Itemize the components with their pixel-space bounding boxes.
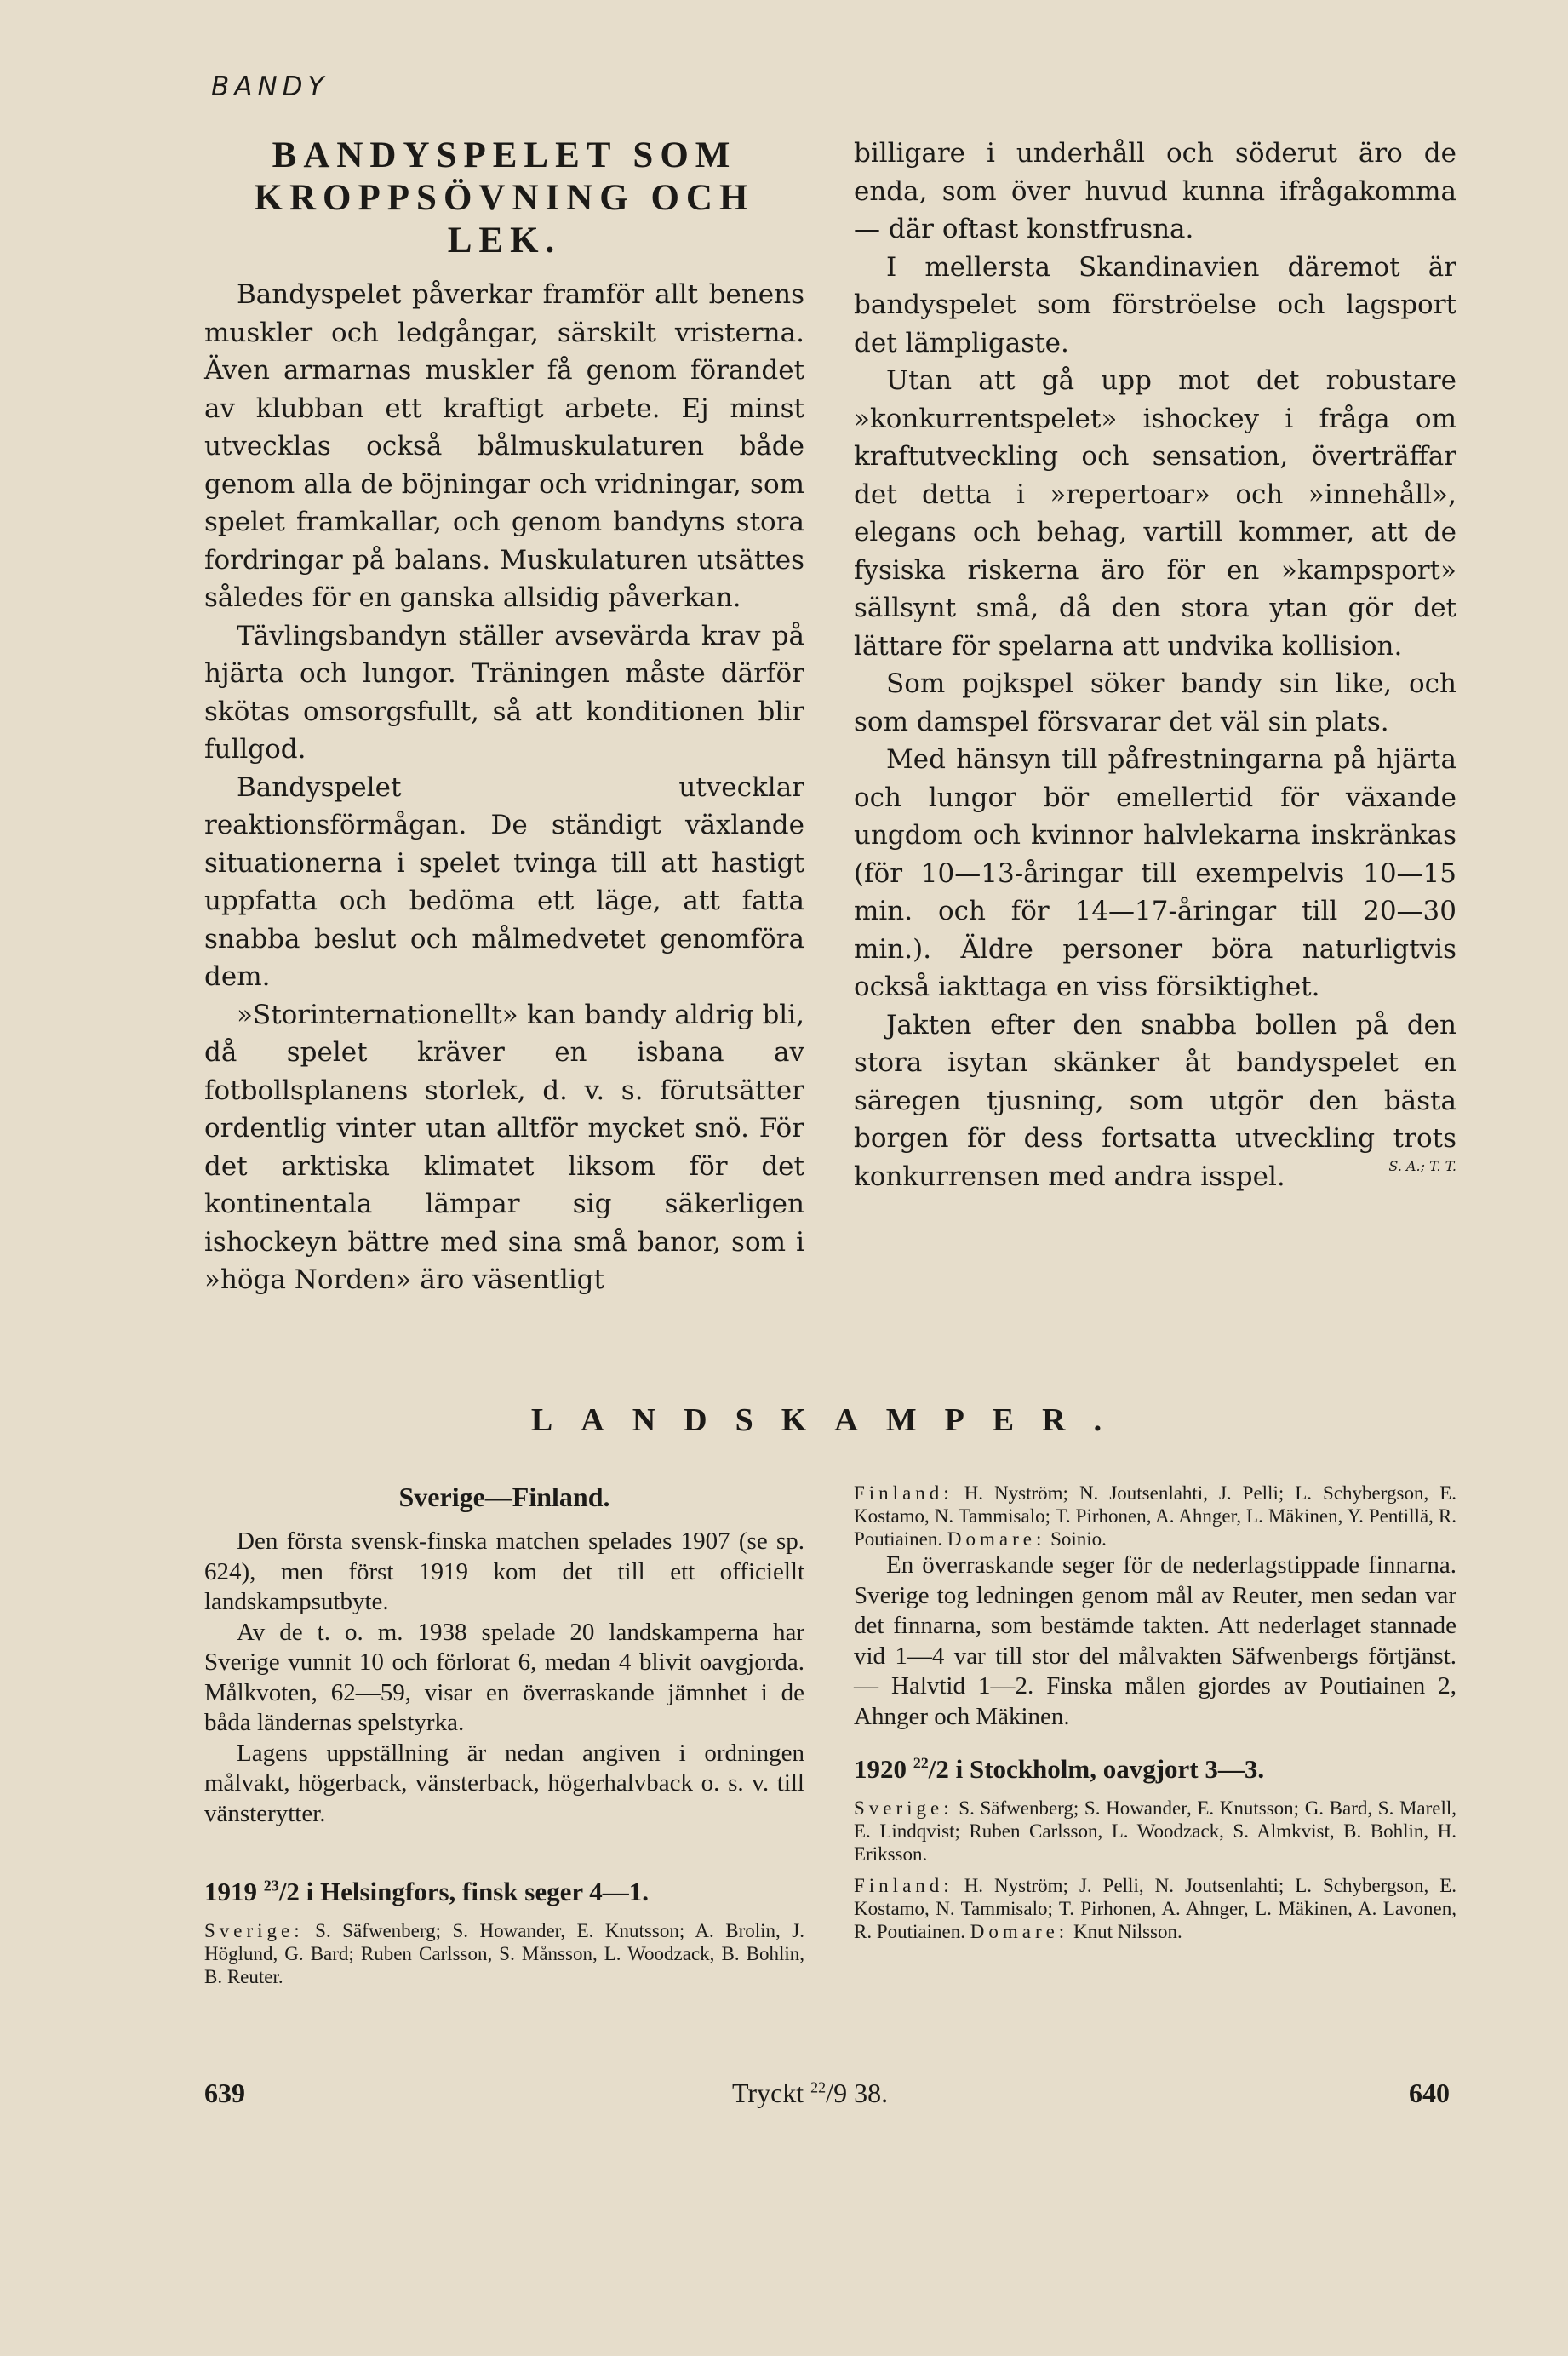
paragraph: Som pojkspel söker bandy sin like, och som damspel försvarar det väl sin plats. bbox=[854, 668, 1456, 737]
paragraph: »Storinternationellt» kan bandy aldrig bli, då spelet kräver en isbana av fotbollsplanens storlek, d. v. s. förutsätter ordentlig vinter utan alltför mycket snö. För det arktiska klimatet liksom för det kontinentala lämpar sig säkerligen ishockeyn bättre med sina små banor, som i »höga Norden» äro väsentligt bbox=[204, 999, 804, 1295]
referee-label: Domare: bbox=[970, 1921, 1069, 1942]
referee-name: Knut Nilsson. bbox=[1073, 1921, 1182, 1942]
section-subtitle: Sverige—Finland. bbox=[398, 1482, 610, 1512]
article-right-column bbox=[854, 135, 1456, 1192]
article-signature: S. A.; T. T. bbox=[1388, 1157, 1456, 1174]
paragraph: Av de t. o. m. 1938 spelade 20 landskamperna har Sverige vunnit 10 och förlorat 6, medan 4 blivit oavgjorda. Målkvoten, 62—59, visar en överraskande jämnhet i de båda ländernas spelstyrka. bbox=[204, 1618, 804, 1736]
paragraph: Bandyspelet påverkar framför allt benens muskler och ledgångar, särskilt vristerna. Även armarnas muskler få genom förandet av klubban ett kraftigt arbete. Ej minst utvecklas också bålmuskulaturen både genom alla de böjningar och vridningar, som spelet framkallar, och genom bandyns stora fordringar på balans. Muskulaturen utsättes således för en ganska allsidig påverkan. bbox=[204, 279, 804, 613]
referee-name: Soinio. bbox=[1050, 1528, 1107, 1550]
landskamper-left-column bbox=[204, 1482, 804, 1988]
paragraph: Bandyspelet utvecklar reaktionsförmågan. De ständigt växlande situationerna i spelet tvinga till att hastigt uppfatta och bedöma ett läge, att fatta snabba beslut och målmedvetet genomföra dem. bbox=[204, 771, 804, 992]
paragraph: Lagens uppställning är nedan angiven i ordningen målvakt, högerback, vänsterback, högerhalvback o. s. v. till vänsterytter. bbox=[204, 1739, 804, 1827]
paragraph: I mellersta Skandinavien däremot är bandyspelet som förströelse och lagsport det lämpligaste. bbox=[854, 251, 1456, 358]
paragraph: Utan att gå upp mot det robustare »konkurrentspelet» ishockey i fråga om kraftutveckling och sensation, överträffar det detta i »repertoar» och »innehåll», elegans och behag, vartill kommer, att de fysiska riskerna äro för en »kampsport» sällsynt små, då den stora ytan gör det lättare för spelarna att undvika kollision. bbox=[854, 365, 1456, 662]
paragraph: Med hänsyn till påfrestningarna på hjärta och lungor bör emellertid för växande ungdom och kvinnor halvlekarna inskränkas (för 10—13-åringar till exempelvis 10—15 min. och för 14—17-åringar till 20—30 min.). Äldre personer böra naturligtvis också iakttaga en viss försiktighet. bbox=[854, 744, 1456, 1002]
paragraph: Jakten efter den snabba bollen på den stora isytan skänker åt bandyspelet en säregen tjusning, som utgör den bästa borgen för dess fortsatta utveckling trots konkurrensen med andra isspel. bbox=[854, 1009, 1456, 1192]
lineup-finland: Finland: H. Nyström; J. Pelli, N. Joutsenlahti; L. Schybergson, E. Kostamo, N. Tammisalo; T. Pirhonen, A. Ahnger, L. Mäkinen, A. Lavonen, R. Poutiainen. Domare: Knut Nilsson. bbox=[854, 1875, 1456, 1942]
page-number-left: 639 bbox=[204, 2078, 245, 2108]
article-title: BANDYSPELET SOM KROPPSÖVNING OCH LEK. bbox=[254, 135, 755, 261]
paragraph: Den första svensk-finska matchen spelades 1907 (se sp. 624), men först 1919 kom det till ett officiellt landskampsutbyte. bbox=[204, 1528, 804, 1615]
match-heading: 1920 $^{22}$/2 i Stockholm, oavgjort 3—3. bbox=[854, 1754, 1265, 1784]
match-heading: 1919 $^{23}$/2 i Helsingfors, finsk seger 4—1. bbox=[204, 1877, 650, 1906]
print-date: Tryckt $^{22}$/9 38. bbox=[732, 2078, 889, 2108]
page-number-right: 640 bbox=[1409, 2078, 1450, 2108]
running-head: BANDY bbox=[211, 72, 329, 102]
referee-label: Domare: bbox=[947, 1528, 1046, 1550]
landskamper-right-column bbox=[854, 1482, 1456, 1943]
lineup-finland: Finland: H. Nyström; N. Joutsenlahti, J. Pelli; L. Schybergson, E. Kostamo, N. Tammisalo; T. Pirhonen, A. Ahnger, L. Mäkinen, Y. Pentillä, R. Poutiainen. Domare: Soinio. bbox=[854, 1482, 1456, 1550]
section-title: LANDSKAMPER. bbox=[530, 1402, 1130, 1438]
lineup-sweden: Sverige: S. Säfwenberg; S. Howander, E. Knutsson; A. Brolin, J. Höglund, G. Bard; Ruben Carlsson, S. Månsson, L. Woodzack, B. Bohlin, B. Reuter. bbox=[204, 1920, 804, 1987]
paragraph: Tävlingsbandyn ställer avsevärda krav på hjärta och lungor. Träningen måste därför skötas omsorgsfullt, så att konditionen blir fullgod. bbox=[204, 620, 804, 765]
lineup-sweden: Sverige: S. Säfwenberg; S. Howander, E. Knutsson; G. Bard, S. Marell, E. Lindqvist; Ruben Carlsson, L. Woodzack, S. Almkvist, B. Bohlin, H. Eriksson. bbox=[854, 1797, 1456, 1865]
match-report: En överraskande seger för de nederlagstippade finnarna. Sverige tog ledningen genom mål av Reuter, men sedan var det finnarna, som bestämde takten. Att nederlaget stannade vid 1—4 var till stor del målvakten Säfwenbergs förtjänst. — Halvtid 1—2. Finska målen gjordes av Poutiainen 2, Ahnger och Mäkinen. bbox=[854, 1551, 1456, 1730]
paragraph-continuation: billigare i underhåll och söderut äro de enda, som över huvud kunna ifrågakomma — där oftast konstfrusna. bbox=[854, 138, 1456, 244]
article-left-column bbox=[204, 135, 804, 1299]
